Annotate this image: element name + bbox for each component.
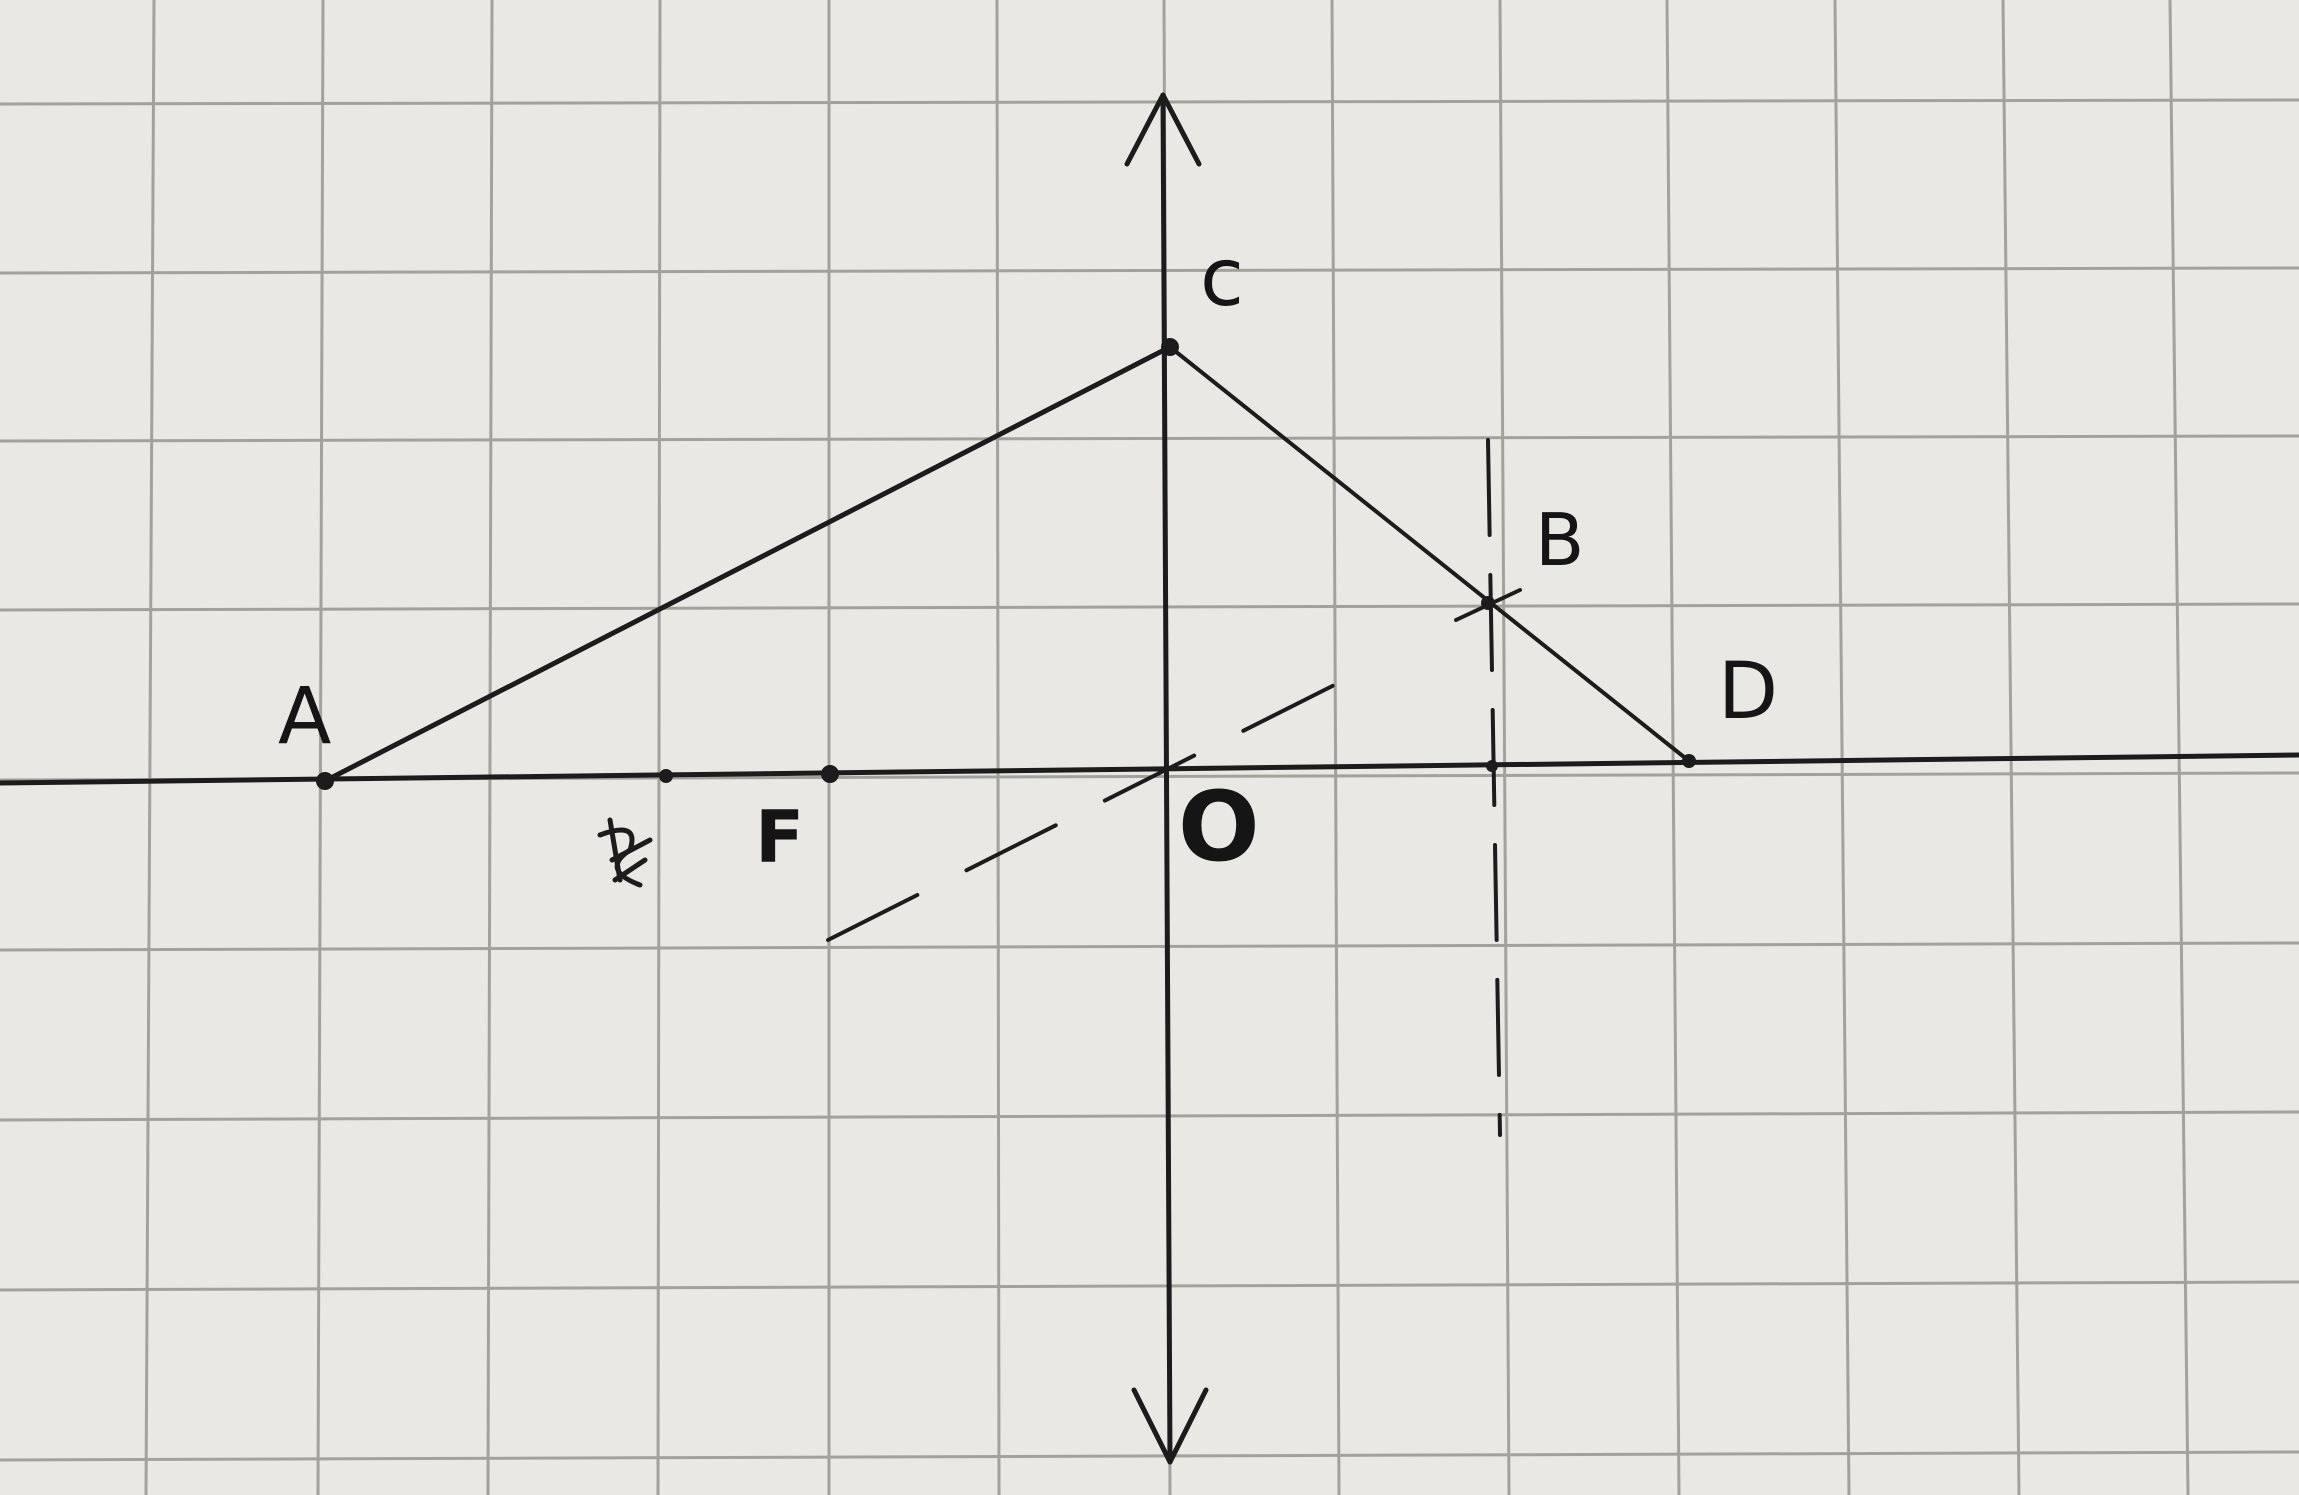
label-a: A [278, 672, 332, 762]
label-o: O [1178, 771, 1260, 883]
point-c-dot [1161, 338, 1179, 356]
grid-vline [658, 0, 660, 1495]
point-2f-dot [659, 769, 673, 783]
point-d-dot [1682, 754, 1696, 768]
label-c: c [1200, 231, 1244, 324]
point-axis-tick-dot [1486, 760, 1498, 772]
label-f: F [755, 795, 805, 879]
point-a-dot [316, 772, 334, 790]
label-b: B [1535, 498, 1585, 582]
label-d: D [1718, 647, 1779, 737]
grid-vline [997, 0, 999, 1495]
point-f-dot [821, 765, 839, 783]
